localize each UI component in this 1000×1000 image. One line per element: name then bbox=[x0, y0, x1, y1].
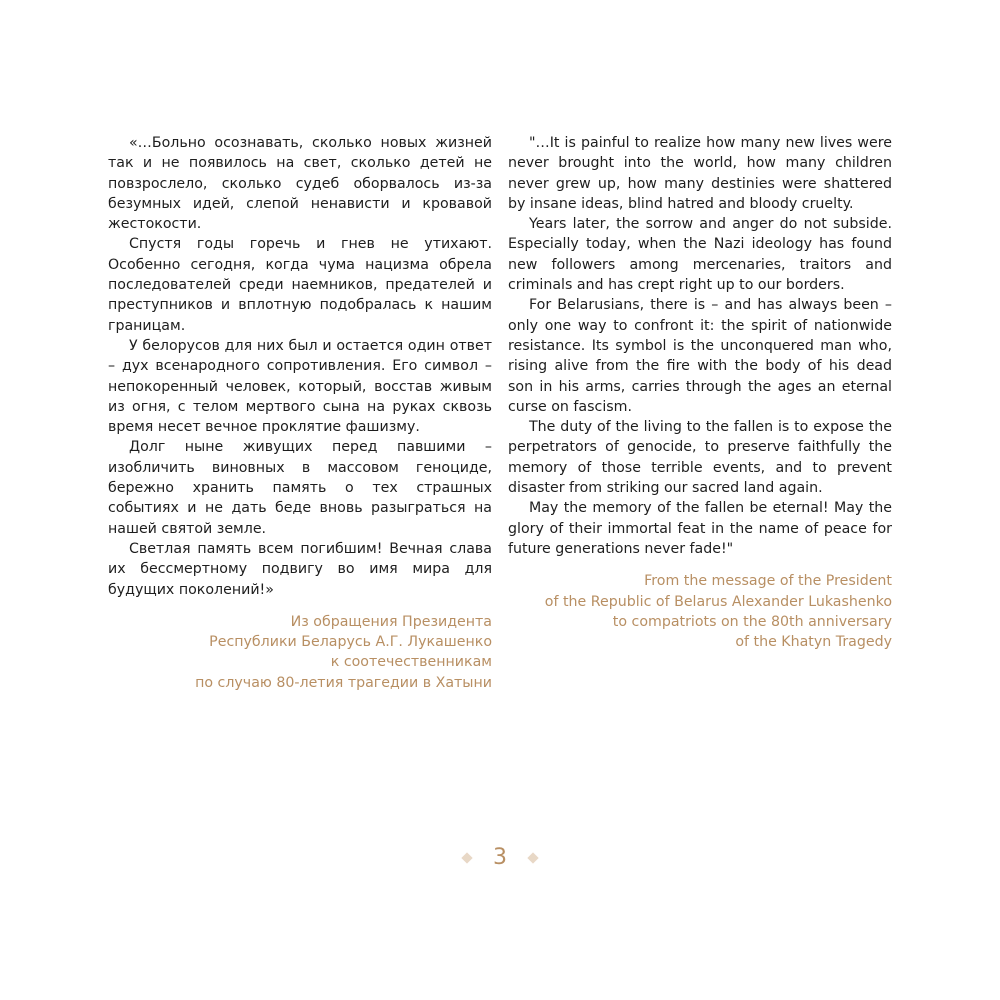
en-attribution-line-2: of the Republic of Belarus Alexander Lukashenko bbox=[544, 593, 892, 610]
ru-attribution bbox=[108, 612, 492, 693]
ru-paragraph-2: Спустя годы горечь и гнев не утихают. Особенно сегодня, когда чума нацизма обрела последователей среди наемников, предателей и преступников и вплотную подобралась к нашим границам. bbox=[108, 236, 492, 334]
ru-attribution-line-3: к соотечественникам bbox=[330, 654, 492, 671]
page-footer bbox=[0, 842, 1000, 874]
diamond-ornament-right-icon bbox=[527, 852, 538, 863]
page-number: 3 bbox=[493, 845, 507, 870]
russian-column bbox=[108, 133, 492, 693]
en-paragraph-5: May the memory of the fallen be eternal! May the glory of their immortal feat in the name of peace for future generations never fade!" bbox=[508, 500, 892, 557]
en-attribution-line-4: of the Khatyn Tragedy bbox=[735, 634, 892, 651]
en-attribution-line-3: to compatriots on the 80th anniversary bbox=[612, 613, 892, 630]
en-paragraph-1: "…It is painful to realize how many new lives were never brought into the world, how many children never grew up, how many destinies were shattered by insane ideas, blind hatred and bloody cruelty. bbox=[508, 135, 892, 212]
ru-paragraph-3: У белорусов для них был и остается один ответ – дух всенародного сопротивления. Его символ – непокоренный человек, который, восстав живым из огня, с телом мертвого сына на руках сквозь время несет вечное проклятие фашизму. bbox=[108, 337, 492, 436]
ru-attribution-line-4: по случаю 80-летия трагедии в Хатыни bbox=[195, 674, 492, 691]
ru-paragraph-1: «…Больно осознавать, сколько новых жизней так и не появилось на свет, сколько детей не повзрослело, сколько судеб оборвалось из-за безумных идей, слепой ненависти и кровавой жестокости. bbox=[108, 135, 492, 233]
ru-paragraph-4: Долг ныне живущих перед павшими – изобличить виновных в массовом геноциде, бережно хранить память о тех страшных событиях и не дать беде вновь разыграться на нашей святой земле. bbox=[108, 439, 492, 537]
en-paragraph-3: For Belarusians, there is – and has always been – only one way to confront it: the spirit of nationwide resistance. Its symbol is the unconquered man who, rising alive from the fire with the body of his dead son in his arms, carries through the ages an eternal curse on fascism. bbox=[508, 297, 892, 415]
en-paragraph-4: The duty of the living to the fallen is to expose the perpetrators of genocide, to preserve faithfully the memory of those terrible events, and to prevent disaster from striking our sacred land again. bbox=[508, 419, 892, 497]
ru-paragraph-5: Светлая память всем погибшим! Вечная слава их бессмертному подвигу во имя мира для будущих поколений!» bbox=[108, 540, 492, 598]
en-attribution bbox=[508, 571, 892, 652]
en-attribution-line-1: From the message of the President bbox=[644, 573, 892, 590]
diamond-ornament-left-icon bbox=[461, 852, 472, 863]
en-paragraph-2: Years later, the sorrow and anger do not subside. Especially today, when the Nazi ideology has found new followers among mercenaries, traitors and criminals and has crept right up to our borders. bbox=[508, 216, 892, 294]
ru-attribution-line-2: Республики Беларусь А.Г. Лукашенко bbox=[209, 634, 492, 651]
ru-attribution-line-1: Из обращения Президента bbox=[290, 613, 492, 630]
english-column bbox=[508, 133, 892, 652]
